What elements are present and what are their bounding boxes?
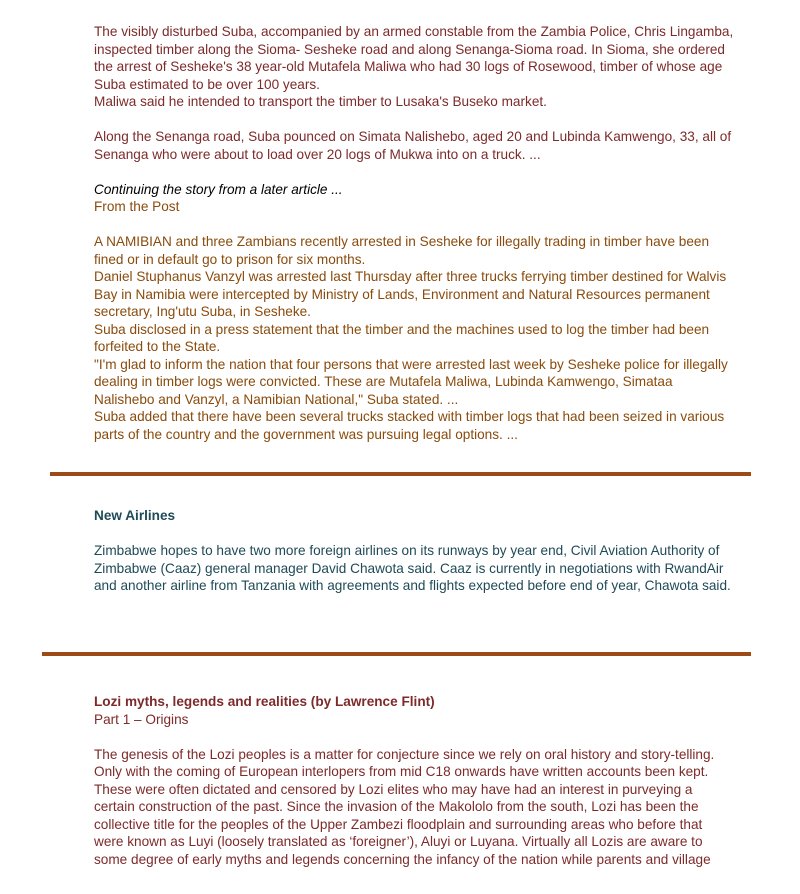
airlines-body: Zimbabwe hopes to have two more foreign airlines on its runways by year end, Civil Aviation Authority of Zimbabwe (Caaz) general manager David Chawota said. Caaz is currently in negotiations with RwandAir and another airline from Tanzania with agreements and flights expected before end of year, Chawota said. <box>94 543 731 593</box>
lozi-article <box>94 693 734 868</box>
source-line: From the Post <box>94 199 180 214</box>
airlines-article <box>94 507 734 595</box>
continuing-note: Continuing the story from a later article ... <box>94 181 343 197</box>
timber-paragraph-5: Daniel Stuphanus Vanzyl was arrested last Thursday after three trucks ferrying timber destined for Walvis Bay in Namibia were intercepted by Ministry of Lands, Environment and Natural Resources permanent secretary, Ing'utu Suba, in Sesheke. <box>94 269 727 319</box>
lozi-body: The genesis of the Lozi peoples is a matter for conjecture since we rely on oral history and story-telling. Only with the coming of European interlopers from mid C18 onwards have written accounts been kept. These were often dictated and censored by Lozi elites who may have had an interest in purveying a certain construction of the past. Since the invasion of the Makololo from the south, Lozi has been the collective title for the peoples of the Upper Zambezi floodplain and surrounding areas who before that were known as Luyi (loosely translated as ‘foreigner’), Aluyi or Luyana. Virtually all Lozis are aware to some degree of early myths and legends concerning the infancy of the nation while parents and village <box>94 746 715 867</box>
lozi-subtitle: Part 1 – Origins <box>94 711 189 727</box>
timber-paragraph-8: Suba added that there have been several trucks stacked with timber logs that had been seized in various parts of the country and the government was pursuing legal options. ... <box>94 409 725 442</box>
timber-paragraph-1: The visibly disturbed Suba, accompanied by an armed constable from the Zambia Police, Chris Lingamba, inspected timber along the Sioma- Sesheke road and along Senanga-Sioma road. In Sioma, she ordered the arrest of Sesheke's 38 year-old Mutafela Maliwa who had 30 logs of Rosewood, timber of whose age Suba estimated to be over 100 years. <box>94 24 734 92</box>
timber-paragraph-7: "I'm glad to inform the nation that four persons that were arrested last week by Sesheke police for illegally dealing in timber logs were convicted. These are Mutafela Maliwa, Lubinda Kamwengo, Simataa Nalishebo and Vanzyl, a Namibian National," Suba stated. ... <box>94 356 728 407</box>
section-divider-2 <box>42 652 751 656</box>
timber-paragraph-2: Maliwa said he intended to transport the timber to Lusaka's Buseko market. <box>94 94 547 109</box>
timber-paragraph-4: A NAMIBIAN and three Zambians recently arrested in Sesheke for illegally trading in timber have been fined or in default go to prison for six months. <box>94 234 710 267</box>
section-divider-1 <box>50 472 751 476</box>
timber-article <box>94 23 734 443</box>
timber-paragraph-6: Suba disclosed in a press statement that the timber and the machines used to log the timber had been forfeited to the State. <box>94 321 710 354</box>
airlines-title: New Airlines <box>94 508 176 523</box>
timber-paragraph-3: Along the Senanga road, Suba pounced on Simata Nalishebo, aged 20 and Lubinda Kamwengo, 33, all of Senanga who were about to load over 20 logs of Mukwa into on a truck. ... <box>94 129 732 162</box>
lozi-title: Lozi myths, legends and realities (by Lawrence Flint) <box>94 694 435 709</box>
